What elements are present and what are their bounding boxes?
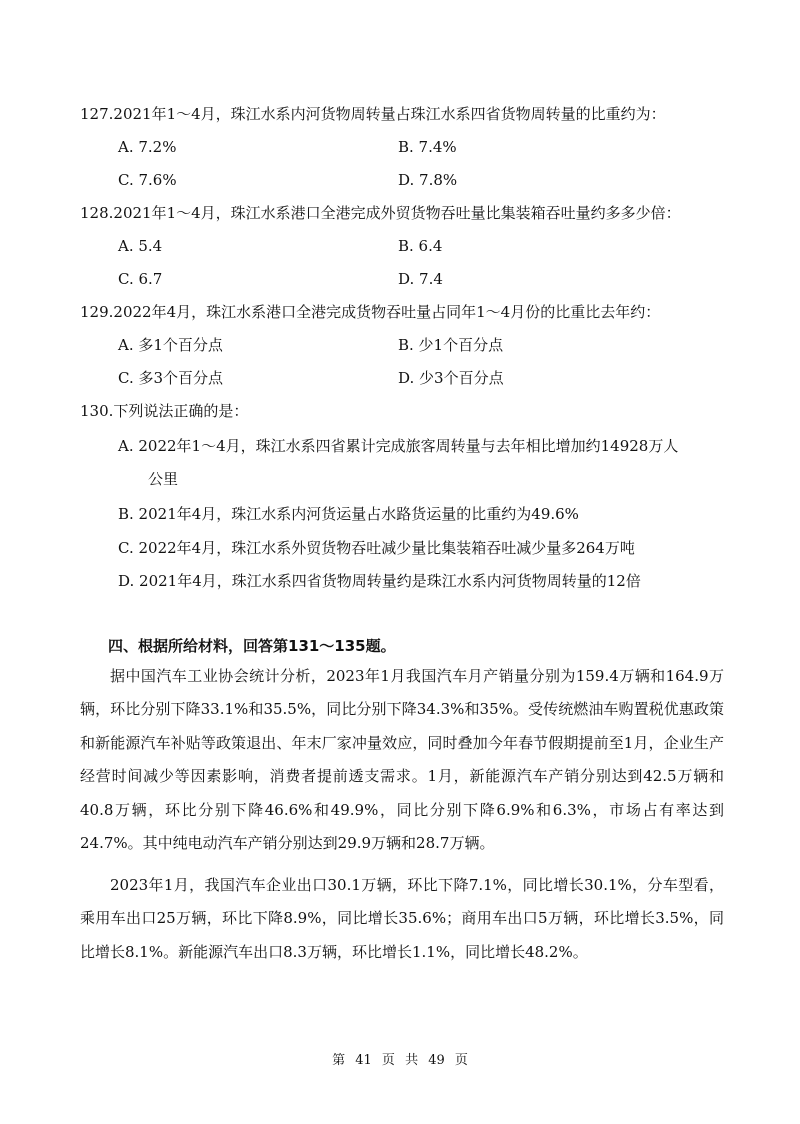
- question-number: 127.: [80, 105, 114, 123]
- question-127: [80, 104, 666, 124]
- question-130: [80, 401, 248, 421]
- option-130-d: D. 2021年4月，珠江水系四省货物周转量约是珠江水系内河货物周转量的12倍: [118, 572, 641, 590]
- question-number: 130.: [80, 402, 114, 420]
- option-129-b: B. 少1个百分点: [398, 336, 504, 354]
- option-129-d: D. 少3个百分点: [398, 369, 504, 387]
- option-130-a-continuation: 公里: [148, 470, 179, 488]
- option-128-a: A. 5.4: [118, 237, 163, 255]
- page-number-footer: 第 41 页 共 49 页: [332, 1053, 468, 1068]
- option-130-c: C. 2022年4月，珠江水系外贸货物吞吐减少量比集装箱吞吐减少量多264万吨: [118, 539, 635, 557]
- option-129-c: C. 多3个百分点: [118, 369, 224, 387]
- question-128: [80, 203, 681, 223]
- section-heading: 四、根据所给材料，回答第131～135题。: [108, 637, 396, 655]
- option-130-b: B. 2021年4月，珠江水系内河货运量占水路货运量的比重约为49.6%: [118, 505, 579, 523]
- question-text: 下列说法正确的是：: [113, 402, 249, 420]
- option-128-c: C. 6.7: [118, 270, 163, 288]
- question-text: 2021年1～4月，珠江水系港口全港完成外贸货物吞吐量比集装箱吞吐量约多多少倍：: [113, 204, 681, 222]
- question-number: 129.: [80, 303, 114, 321]
- question-129: [80, 302, 660, 322]
- material-paragraph-2: 2023年1月，我国汽车企业出口30.1万辆，环比下降7.1%，同比增长30.1%，分车型看，乘用车出口25万辆，环比下降8.9%，同比增长35.6%；商用车出口5万辆，环比增长3.5%，同比增长8.1%。新能源汽车出口8.3万辆，环比增长1.1%，同比增长48.2%。: [80, 876, 724, 961]
- material-paragraph-1: 据中国汽车工业协会统计分析，2023年1月我国汽车月产销量分别为159.4万辆和164.9万辆，环比分别下降33.1%和35.5%，同比分别下降34.3%和35%。受传统燃油车购置税优惠政策和新能源汽车补贴等政策退出、年末厂家冲量效应，同时叠加今年春节假期提前至1月，企业生产经营时间减少等因素影响，消费者提前透支需求。1月，新能源汽车产销分别达到42.5万辆和40.8万辆，环比分别下降46.6%和49.9%，同比分别下降6.9%和6.3%，市场占有率达到24.7%。其中纯电动汽车产销分别达到29.9万辆和28.7万辆。: [80, 667, 724, 853]
- option-127-a: A. 7.2%: [118, 138, 177, 156]
- option-128-d: D. 7.4: [398, 270, 443, 288]
- question-number: 128.: [80, 204, 114, 222]
- option-127-d: D. 7.8%: [398, 171, 458, 189]
- option-128-b: B. 6.4: [398, 237, 443, 255]
- option-130-a: A. 2022年1～4月，珠江水系四省累计完成旅客周转量与去年相比增加约14928万人: [118, 437, 679, 455]
- question-text: 2021年1～4月，珠江水系内河货物周转量占珠江水系四省货物周转量的比重约为：: [113, 105, 666, 123]
- option-127-c: C. 7.6%: [118, 171, 177, 189]
- option-127-b: B. 7.4%: [398, 138, 457, 156]
- question-text: 2022年4月，珠江水系港口全港完成货物吞吐量占同年1～4月份的比重比去年约：: [113, 303, 661, 321]
- option-129-a: A. 多1个百分点: [118, 336, 223, 354]
